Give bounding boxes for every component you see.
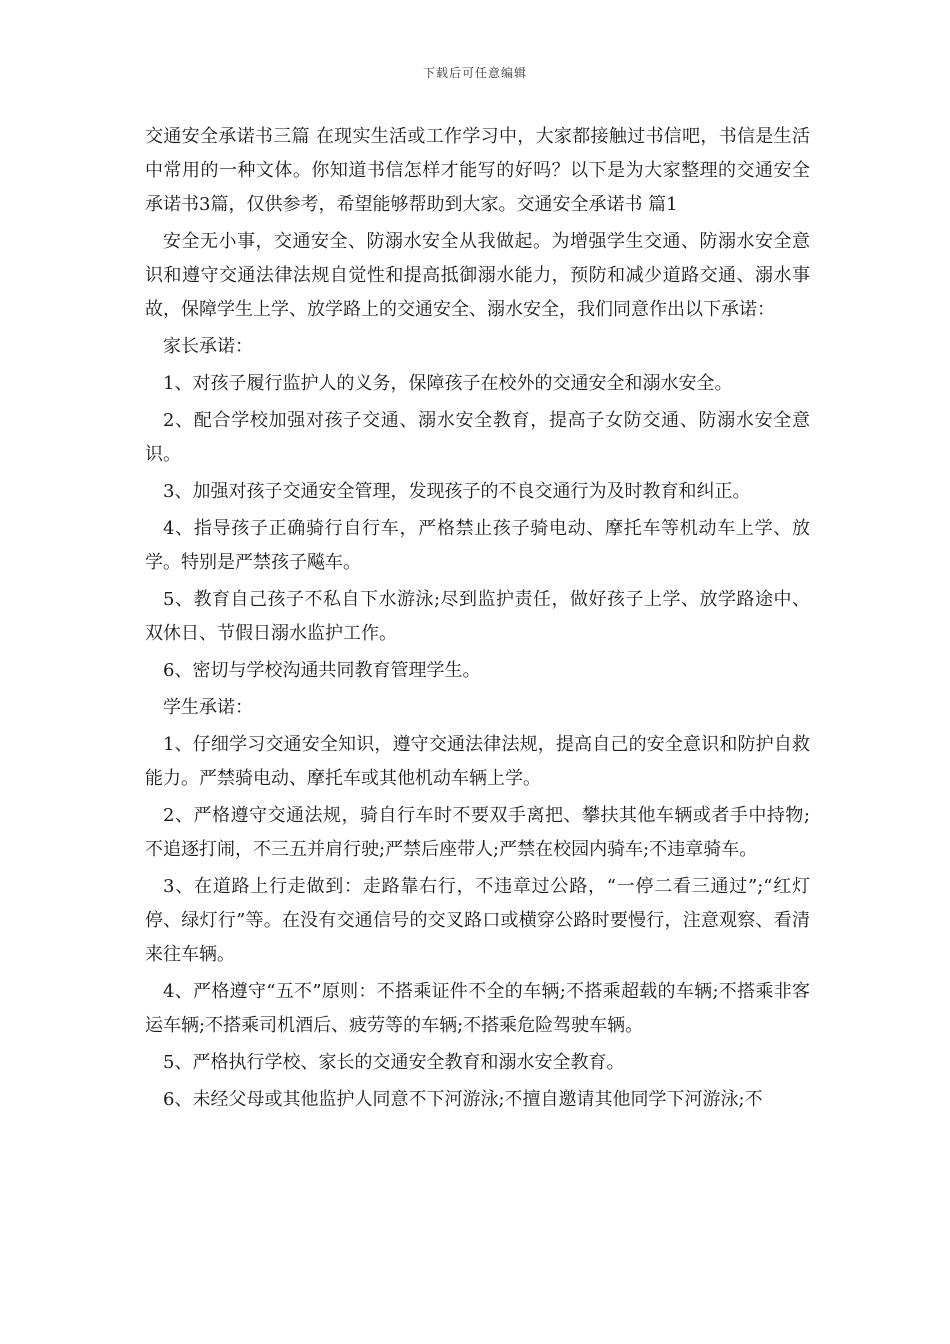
student-item: 6、未经父母或其他监护人同意不下河游泳;不擅自邀请其他同学下河游泳;不 [163,1089,763,1110]
header-note: 下载后可任意编辑 [422,66,527,80]
parent-item: 3、加强对孩子交通安全管理，发现孩子的不良交通行为及时教育和纠正。 [163,481,751,502]
parent-item: 4、指导孩子正确骑行自行车，严格禁止孩子骑电动、摩托车等机动车上学、放学。特别是严禁孩子飚车。 [145,518,810,573]
student-item: 3、在道路上行走做到：走路靠右行，不违章过公路，“一停二看三通过”;“红灯停、绿灯行”等。在没有交通信号的交叉路口或横穿公路时要慢行，注意观察、看清来往车辆。 [145,876,810,965]
student-heading: 学生承诺： [163,697,253,718]
opening-paragraph: 安全无小事，交通安全、防溺水安全从我做起。为增强学生交通、防溺水安全意识和遵守交通法律法规自觉性和提高抵御溺水能力，预防和减少道路交通、溺水事故，保障学生上学、放学路上的交通安全、溺水安全，我们同意作出以下承诺： [145,231,810,320]
intro-paragraph: 交通安全承诺书三篇 在现实生活或工作学习中，大家都接触过书信吧，书信是生活中常用的一种文体。你知道书信怎样才能写的好吗？以下是为大家整理的交通安全承诺书3篇，仅供参考，希望能够帮助到大家。交通安全承诺书 篇1 [145,126,810,215]
document-body [145,120,810,1120]
parent-item: 1、对孩子履行监护人的义务，保障孩子在校外的交通安全和溺水安全。 [163,373,733,394]
student-item: 4、严格遵守“五不”原则：不搭乘证件不全的车辆;不搭乘超载的车辆;不搭乘非客运车辆;不搭乘司机酒后、疲劳等的车辆;不搭乘危险驾驶车辆。 [145,981,810,1036]
student-item: 1、仔细学习交通安全知识，遵守交通法律法规，提高自己的安全意识和防护自救能力。严禁骑电动、摩托车或其他机动车辆上学。 [145,734,810,789]
parent-heading: 家长承诺： [163,336,253,357]
parent-item: 2、配合学校加强对孩子交通、溺水安全教育，提高子女防交通、防溺水安全意识。 [145,410,810,465]
student-item: 5、严格执行学校、家长的交通安全教育和溺水安全教育。 [163,1052,625,1073]
parent-item: 6、密切与学校沟通共同教育管理学生。 [163,660,481,681]
student-item: 2、严格遵守交通法规，骑自行车时不要双手离把、攀扶其他车辆或者手中持物;不追逐打闹，不三五并肩行驶;严禁后座带人;严禁在校园内骑车;不违章骑车。 [145,805,810,860]
parent-item: 5、教育自己孩子不私自下水游泳;尽到监护责任，做好孩子上学、放学路途中、双休日、节假日溺水监护工作。 [145,589,810,644]
